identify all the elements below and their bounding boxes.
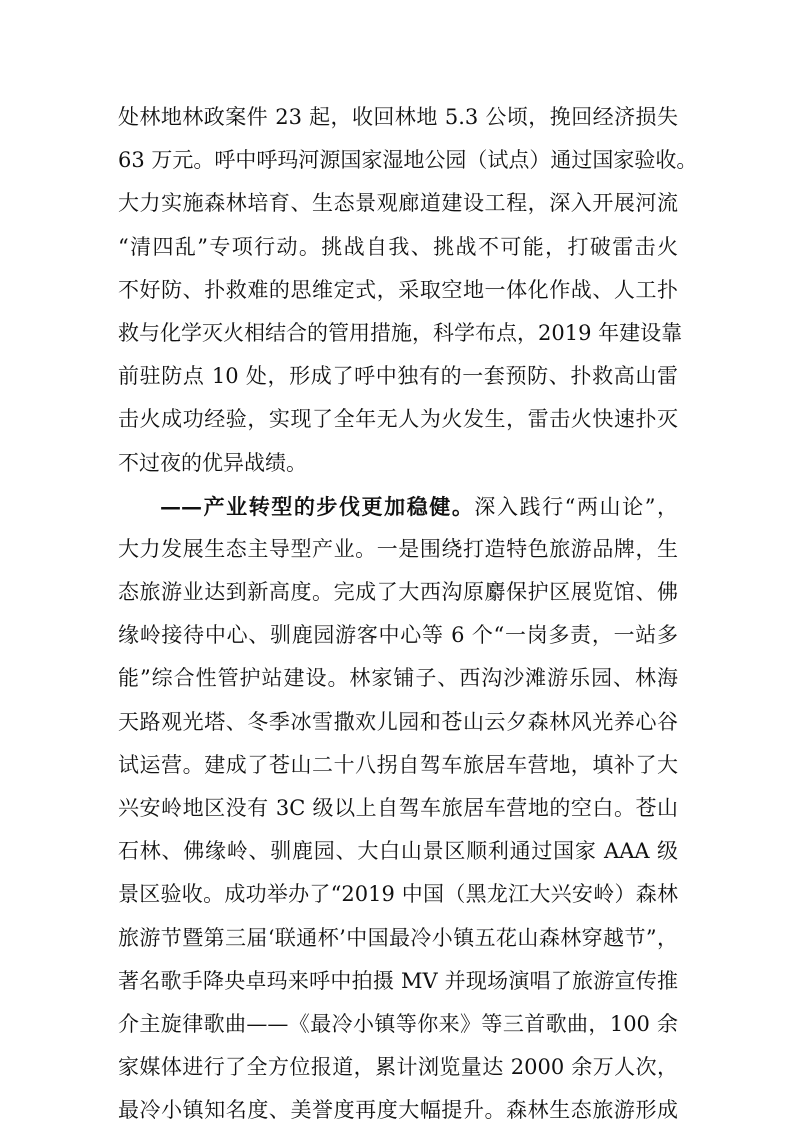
text-line: 态旅游业达到新高度。完成了大西沟原麝保护区展览馆、佛 xyxy=(118,580,678,605)
text-line: 天路观光塔、冬季冰雪撒欢儿园和苍山云夕森林风光养心谷 xyxy=(118,709,678,734)
text-line: 大力实施森林培育、生态景观廊道建设工程，深入开展河流 xyxy=(118,191,678,216)
text-line: 处林地林政案件 23 起，收回林地 5.3 公顷，挽回经济损失 xyxy=(118,105,678,129)
text-line: 石林、佛缘岭、驯鹿园、大白山景区顺利通过国家 AAA 级 xyxy=(118,839,678,864)
text-line: 家媒体进行了全方位报道，累计浏览量达 2000 余万人次， xyxy=(118,1055,678,1080)
text-line: 兴安岭地区没有 3C 级以上自驾车旅居车营地的空白。苍山 xyxy=(118,796,678,820)
paragraph-forest-protection xyxy=(118,96,698,485)
text-line: 能”综合性管护站建设。林家铺子、西沟沙滩游乐园、林海 xyxy=(118,666,678,691)
text-span: 深入践行“两山论”， xyxy=(474,494,678,519)
text-line: 不好防、扑救难的思维定式，采取空地一体化作战、人工扑 xyxy=(118,277,678,302)
text-line: 击火成功经验，实现了全年无人为火发生，雷击火快速扑灭 xyxy=(118,407,678,432)
text-line: 救与化学灭火相结合的管用措施，科学布点，2019 年建设靠 xyxy=(118,320,683,345)
text-line: 景区验收。成功举办了“2019 中国（黑龙江大兴安岭）森林 xyxy=(118,882,678,907)
text-line: 缘岭接待中心、驯鹿园游客中心等 6 个“一岗多责，一站多 xyxy=(118,623,678,648)
text-line: 著名歌手降央卓玛来呼中拍摄 MV 并现场演唱了旅游宣传推 xyxy=(118,968,678,993)
text-line: 前驻防点 10 处，形成了呼中独有的一套预防、扑救高山雷 xyxy=(118,364,678,389)
document-page xyxy=(118,96,698,1133)
text-line: 最冷小镇知名度、美誉度再度大幅提升。森林生态旅游形成 xyxy=(118,1098,678,1123)
text-line: 不过夜的优异战绩。 xyxy=(118,450,307,475)
section-lead-heading: ——产业转型的步伐更加稳健。 xyxy=(160,493,475,519)
text-line: 介主旋律歌曲——《最冷小镇等你来》等三首歌曲，100 余 xyxy=(118,1011,678,1036)
paragraph-industry-transformation xyxy=(118,485,678,1133)
paragraph-first-line xyxy=(118,485,678,528)
text-line: 63 万元。呼中呼玛河源国家湿地公园（试点）通过国家验收。 xyxy=(118,148,698,173)
text-line: 旅游节暨第三届‘联通杯’中国最冷小镇五花山森林穿越节”， xyxy=(118,925,678,950)
text-line: “清四乱”专项行动。挑战自我、挑战不可能，打破雷击火 xyxy=(118,234,678,259)
text-line: 大力发展生态主导型产业。一是围绕打造特色旅游品牌，生 xyxy=(118,536,678,561)
text-line: 试运营。建成了苍山二十八拐自驾车旅居车营地，填补了大 xyxy=(118,752,678,777)
